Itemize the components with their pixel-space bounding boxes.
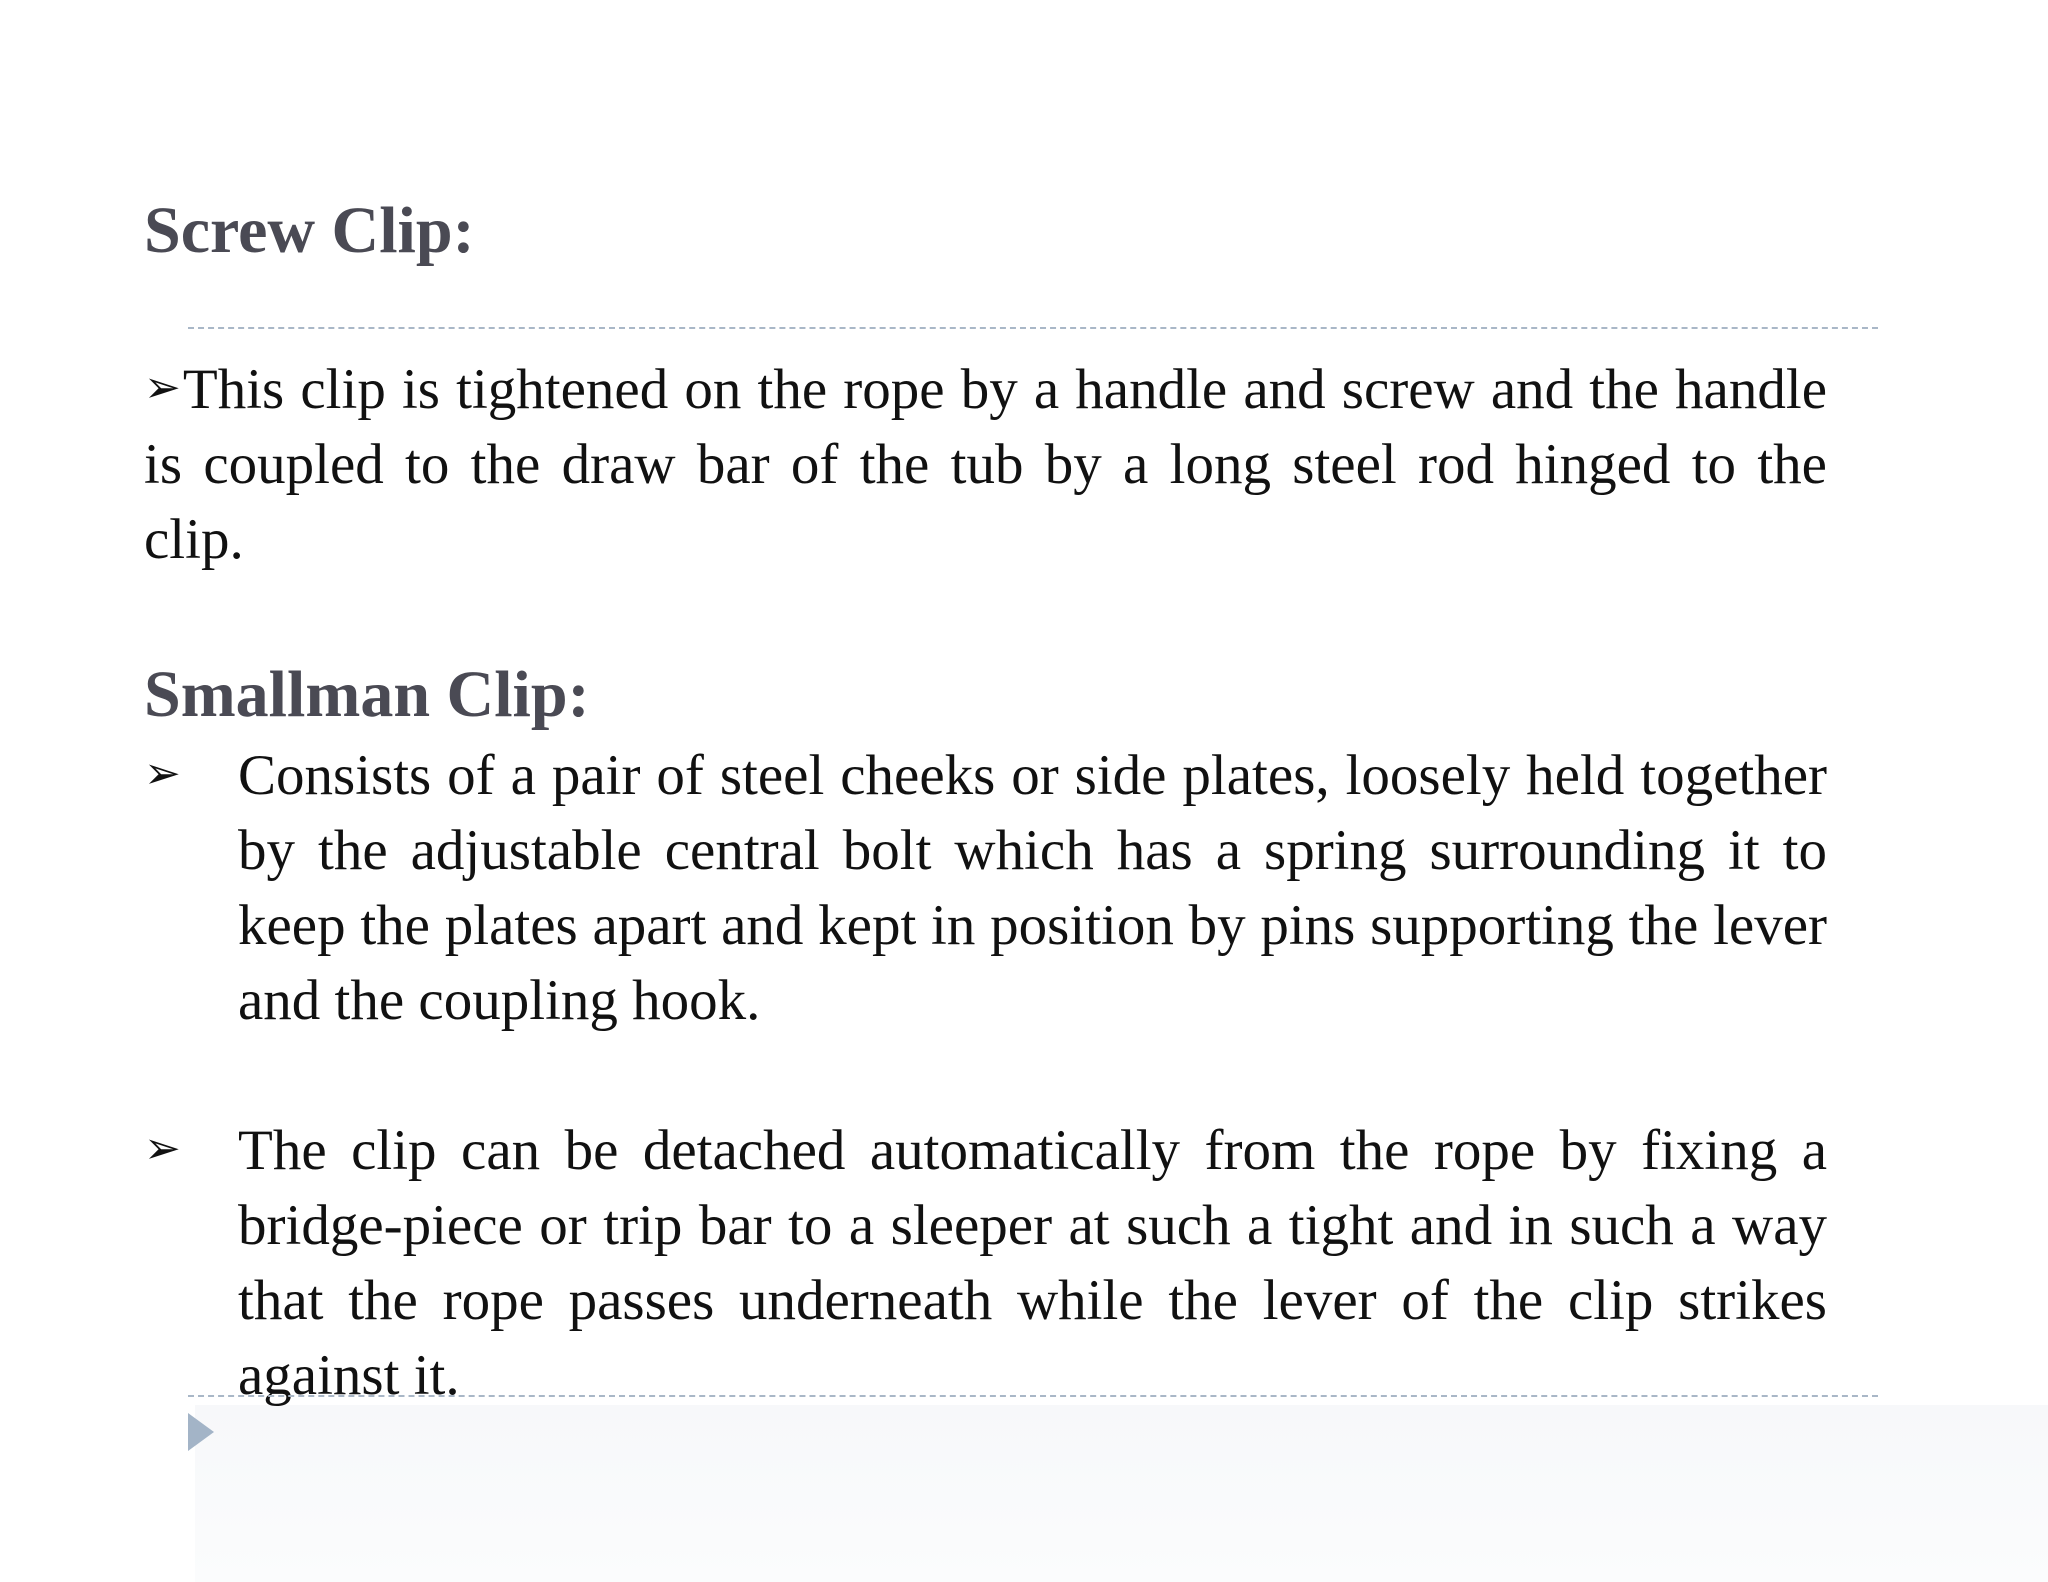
- title-divider: [188, 327, 1878, 329]
- bullet-text: Consists of a pair of steel cheeks or side plates, loosely held together by the adjustable central bolt which has a spring surrounding it to keep the plates apart and kept in position by pins supporting the lever and the coupling hook.: [238, 744, 1827, 1032]
- next-slide-triangle-icon[interactable]: [188, 1413, 214, 1451]
- arrow-bullet-icon: ➢: [144, 1123, 181, 1174]
- footer-divider: [188, 1395, 1878, 1397]
- heading-screw-clip: Screw Clip:: [144, 194, 475, 267]
- bullet-text: The clip can be detached automatically from the rope by fixing a bridge-piece or trip bar to a sleeper at such a tight and in such a way that the rope passes underneath while the lever of the clip strikes against it.: [238, 1119, 1827, 1407]
- bullet-item: [144, 738, 1827, 1038]
- bullet-item: [144, 1113, 1827, 1413]
- screw-clip-description: [144, 350, 1827, 577]
- arrow-bullet-icon: ➢: [144, 748, 181, 799]
- arrow-bullet-icon: ➢: [144, 362, 181, 413]
- screw-clip-text: This clip is tightened on the rope by a handle and screw and the handle is coupled to the draw bar of the tub by a long steel rod hinged to the clip.: [144, 358, 1827, 571]
- footer-shade: [195, 1405, 2048, 1582]
- heading-smallman-clip: Smallman Clip:: [144, 658, 590, 731]
